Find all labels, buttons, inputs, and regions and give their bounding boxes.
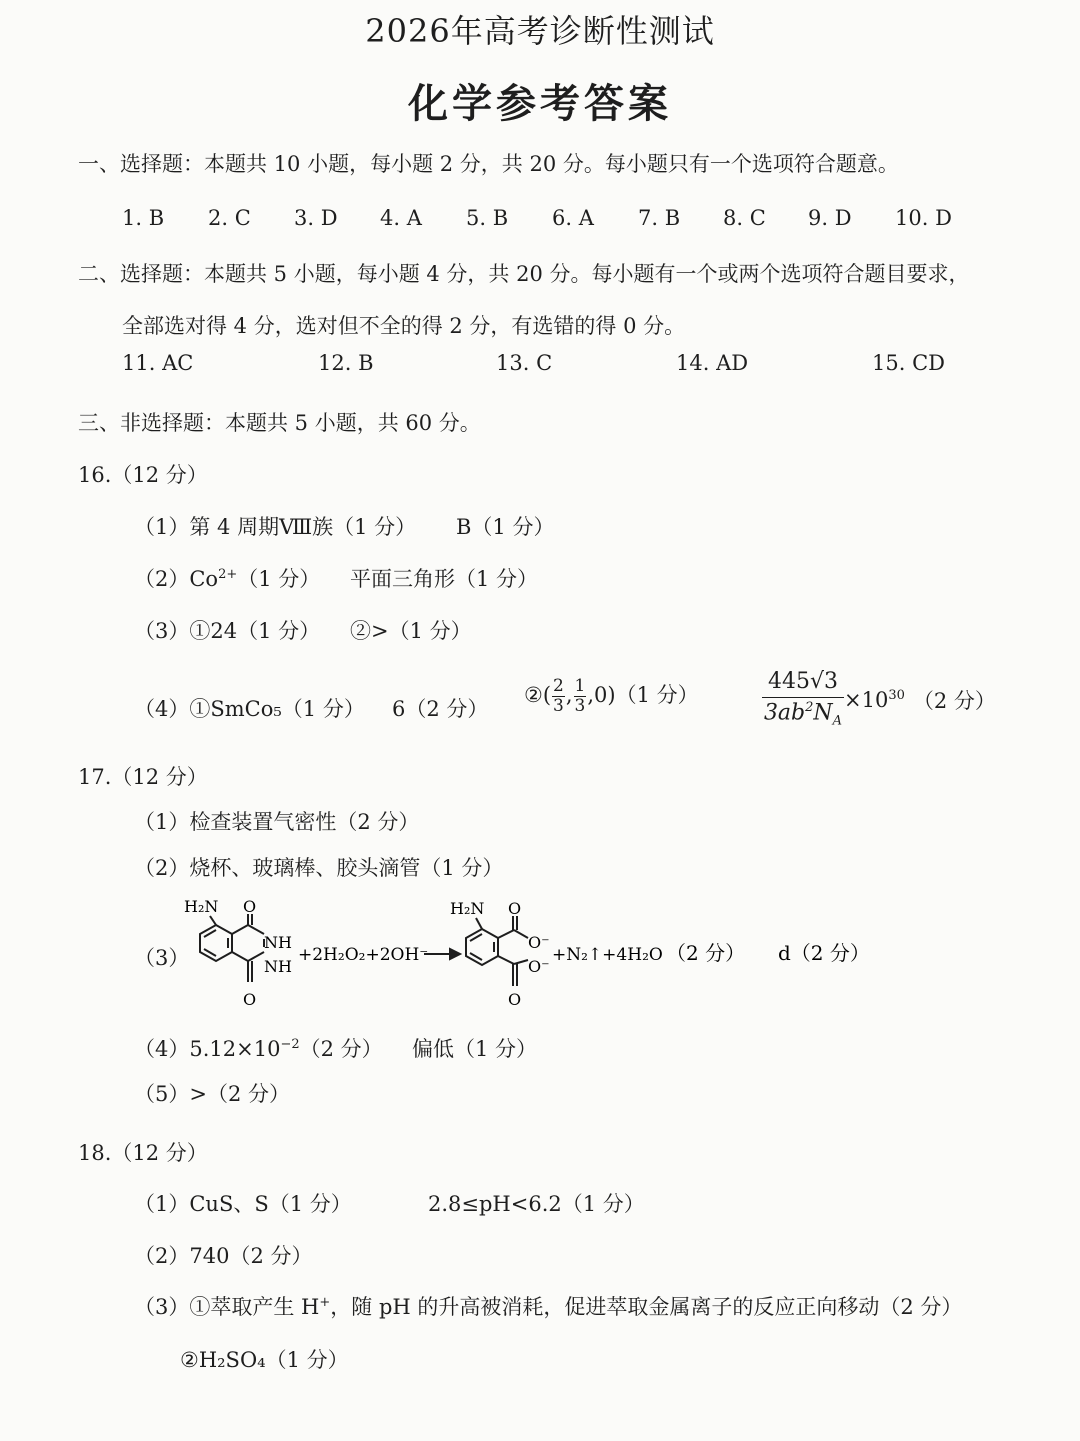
q17-answer-5: （5）>（2 分） xyxy=(134,1082,290,1106)
luminol-reaction-equation xyxy=(170,890,910,1010)
part1-answer: 10. D xyxy=(895,206,952,230)
part2-answer: 14. AD xyxy=(676,351,749,375)
q18-answer-1a: （1）CuS、S（1 分） xyxy=(134,1192,352,1216)
part1-answer: 9. D xyxy=(808,206,852,230)
part1-answer: 4. A xyxy=(380,206,422,230)
part1-answer: 1. B xyxy=(122,206,165,230)
q17-title: 17.（12 分） xyxy=(78,765,208,789)
part2-heading-line2: 全部选对得 4 分，选对但不全的得 2 分，有选错的得 0 分。 xyxy=(122,314,686,338)
reagents-text: +2H₂O₂+2OH⁻ xyxy=(298,945,429,965)
part2-answer: 13. C xyxy=(496,351,553,375)
q18-title: 18.（12 分） xyxy=(78,1141,208,1165)
q16-answer-1b: B（1 分） xyxy=(456,515,555,539)
q18-answer-3b: ②H₂SO₄（1 分） xyxy=(180,1348,349,1372)
exam-title: 2026年高考诊断性测试 xyxy=(365,12,715,50)
amino-group-label: H₂N xyxy=(184,897,219,916)
q16-answer-3b: ②>（1 分） xyxy=(350,619,472,643)
part1-answer: 8. C xyxy=(723,206,766,230)
luminol-structure xyxy=(200,914,264,982)
q16-answer-2a: $(2)Co^{2+}(1$ 分） xyxy=(134,567,321,591)
q17-answer-2: （2）烧杯、玻璃棒、胶头滴管（1 分） xyxy=(134,856,504,880)
oxygen-label: O xyxy=(243,897,257,916)
q16-answer-4b: 6（2 分） xyxy=(392,697,489,721)
part1-answer: 7. B xyxy=(638,206,681,230)
part1-answer: 3. D xyxy=(294,206,338,230)
products-text: +N₂↑+4H₂O xyxy=(552,945,663,965)
q18-answer-3: （3）①萃取产生 H+，随 pH 的升高被消耗，促进萃取金属离子的反应正向移动（2 分） xyxy=(134,1295,963,1319)
q18-answer-2: （2）740（2 分） xyxy=(134,1244,313,1268)
reaction-arrow xyxy=(424,949,460,959)
q18-answer-1b: 2.8≤pH<6.2（1 分） xyxy=(428,1192,645,1216)
oxygen-label: O xyxy=(508,990,522,1009)
part2-heading-line1: 二、选择题：本题共 5 小题，每小题 4 分，共 20 分。每小题有一个或两个选项符合题目要求， xyxy=(78,262,970,286)
part2-answer: 11. AC xyxy=(122,351,194,375)
oxygen-label: O xyxy=(508,899,522,918)
part1-answer: 5. B xyxy=(466,206,509,230)
q16-coordinate-answer: ②( $\frac{2}{3}$ , $\frac{1}{3}$ ,0)（1 分） xyxy=(524,676,699,716)
part1-answer: 6. A xyxy=(552,206,594,230)
fraction: $\frac{2}{3}$ xyxy=(553,676,564,716)
part3-heading: 三、非选择题：本题共 5 小题，共 60 分。 xyxy=(78,411,481,435)
nh-label: NH xyxy=(264,933,292,952)
amino-group-label: H₂N xyxy=(450,899,485,918)
carboxylate-label: O⁻ xyxy=(528,957,550,976)
q17-answer-4a: $(4)5.12\times 10^{-2}(2$ 分） xyxy=(134,1037,383,1061)
q16-answer-1a: （1）第 4 周期Ⅷ族（1 分） xyxy=(134,515,417,539)
q17-answer-1: （1）检查装置气密性（2 分） xyxy=(134,810,420,834)
nh-label: NH xyxy=(264,957,292,976)
q17-answer-4b: 偏低（1 分） xyxy=(412,1037,538,1061)
oxygen-label: O xyxy=(243,990,257,1009)
q16-density-answer: $\frac{445√3}{3ab^2N_A}$ $\times 10^{30}$ （2 分） xyxy=(763,669,996,729)
carboxylate-label: O⁻ xyxy=(528,933,550,952)
q17-answer-3b: d（2 分） xyxy=(778,941,870,965)
part1-answer: 2. C xyxy=(208,206,251,230)
part2-answer: 12. B xyxy=(318,351,374,375)
aminophthalate-structure xyxy=(466,916,528,986)
q16-answer-4a: （4）①SmCo₅（1 分） xyxy=(134,697,365,721)
q16-answer-3a: （3）①24（1 分） xyxy=(134,619,321,643)
q16-title: 16.（12 分） xyxy=(78,463,208,487)
q17-answer-3-label: （3） xyxy=(134,946,190,970)
document-title: 化学参考答案 xyxy=(408,80,672,127)
reaction-score: （2 分） xyxy=(666,941,746,965)
part2-answer: 15. CD xyxy=(872,351,945,375)
part1-heading: 一、选择题：本题共 10 小题，每小题 2 分，共 20 分。每小题只有一个选项符合题意。 xyxy=(78,152,899,176)
fraction: $\frac{1}{3}$ xyxy=(574,676,586,716)
density-fraction: $\frac{445√3}{3ab^2N_A}$ xyxy=(763,669,843,729)
q16-answer-2b: 平面三角形（1 分） xyxy=(350,567,539,591)
